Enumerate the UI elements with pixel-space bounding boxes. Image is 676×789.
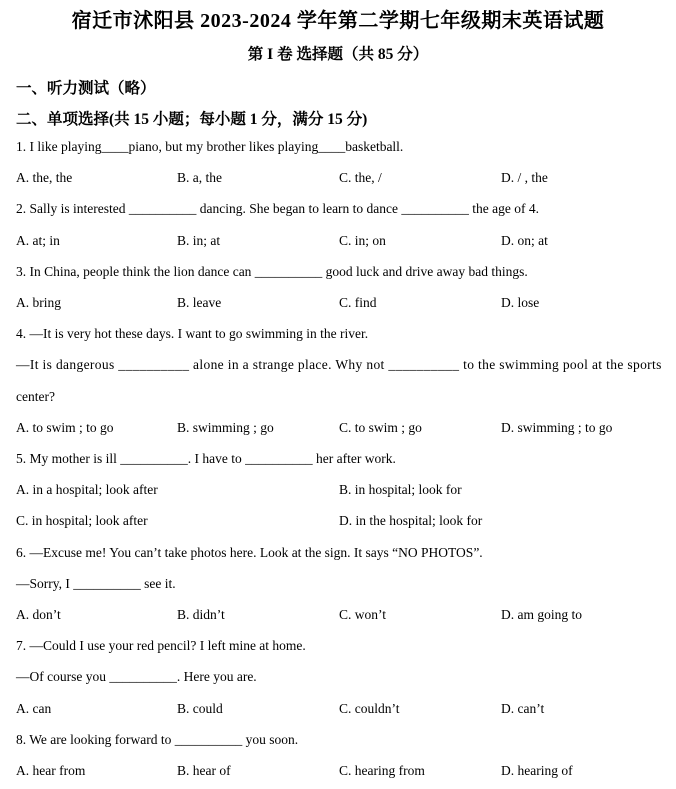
question-4-option-a: A. to swim ; to go bbox=[16, 420, 114, 435]
question-7-option-d: D. can’t bbox=[501, 701, 545, 716]
question-4-option-d: D. swimming ; to go bbox=[501, 420, 613, 435]
question-1-stem: 1. I like playing____piano, but my brother likes playing____basketball. bbox=[16, 139, 404, 154]
question-7-stem-line-2: —Of course you __________. Here you are. bbox=[16, 669, 257, 684]
question-3-option-d: D. lose bbox=[501, 295, 540, 310]
question-5-stem: 5. My mother is ill __________. I have to __________ her after work. bbox=[16, 451, 396, 466]
question-2-option-d: D. on; at bbox=[501, 233, 548, 248]
question-8-option-b: B. hear of bbox=[177, 763, 231, 778]
question-2-option-b: B. in; at bbox=[177, 233, 221, 248]
section-listening: 一、听力测试（略） bbox=[16, 80, 156, 97]
question-6-option-a: A. don’t bbox=[16, 607, 61, 622]
question-1-option-a: A. the, the bbox=[16, 170, 73, 185]
question-1-option-c: C. the, / bbox=[339, 170, 382, 185]
exam-subtitle: 第 I 卷 选择题（共 85 分） bbox=[247, 46, 429, 63]
question-7-option-a: A. can bbox=[16, 701, 52, 716]
question-6-option-c: C. won’t bbox=[339, 607, 387, 622]
question-8-option-d: D. hearing of bbox=[501, 763, 573, 778]
question-7-stem-line-1: 7. —Could I use your red pencil? I left mine at home. bbox=[16, 638, 306, 653]
question-8-stem: 8. We are looking forward to __________ you soon. bbox=[16, 732, 299, 747]
question-7-option-c: C. couldn’t bbox=[339, 701, 400, 716]
question-2-stem: 2. Sally is interested __________ dancing. She began to learn to dance __________ the age of 4. bbox=[16, 201, 540, 216]
question-8-option-c: C. hearing from bbox=[339, 763, 425, 778]
question-6-stem-line-1: 6. —Excuse me! You can’t take photos here. Look at the sign. It says “NO PHOTOS”. bbox=[16, 545, 483, 560]
section-single-choice: 二、单项选择(共 15 小题；每小题 1 分，满分 15 分) bbox=[16, 111, 368, 128]
question-5-option-d: D. in the hospital; look for bbox=[339, 513, 483, 528]
question-3-option-b: B. leave bbox=[177, 295, 222, 310]
question-6-option-b: B. didn’t bbox=[177, 607, 225, 622]
question-8-option-a: A. hear from bbox=[16, 763, 86, 778]
question-6-option-d: D. am going to bbox=[501, 607, 582, 622]
question-4-option-b: B. swimming ; go bbox=[177, 420, 274, 435]
question-3-option-a: A. bring bbox=[16, 295, 61, 310]
question-2-option-a: A. at; in bbox=[16, 233, 60, 248]
question-5-option-a: A. in a hospital; look after bbox=[16, 482, 158, 497]
exam-title: 宿迁市沭阳县 2023-2024 学年第二学期七年级期末英语试题 bbox=[71, 10, 605, 32]
question-4-stem-line-1: 4. —It is very hot these days. I want to go swimming in the river. bbox=[16, 326, 369, 341]
question-2-option-c: C. in; on bbox=[339, 233, 386, 248]
question-3-option-c: C. find bbox=[339, 295, 377, 310]
question-4-option-c: C. to swim ; go bbox=[339, 420, 422, 435]
question-4-stem-line-2: —It is dangerous __________ alone in a strange place. Why not __________ to the swimming pool at the sports bbox=[16, 357, 662, 372]
question-6-stem-line-2: —Sorry, I __________ see it. bbox=[16, 576, 176, 591]
question-3-stem: 3. In China, people think the lion dance can __________ good luck and drive away bad things. bbox=[16, 264, 528, 279]
question-1-option-d: D. / , the bbox=[501, 170, 548, 185]
question-1-option-b: B. a, the bbox=[177, 170, 222, 185]
question-7-option-b: B. could bbox=[177, 701, 223, 716]
question-4-stem-line-3: center? bbox=[16, 389, 55, 404]
question-5-option-b: B. in hospital; look for bbox=[339, 482, 462, 497]
question-5-option-c: C. in hospital; look after bbox=[16, 513, 148, 528]
